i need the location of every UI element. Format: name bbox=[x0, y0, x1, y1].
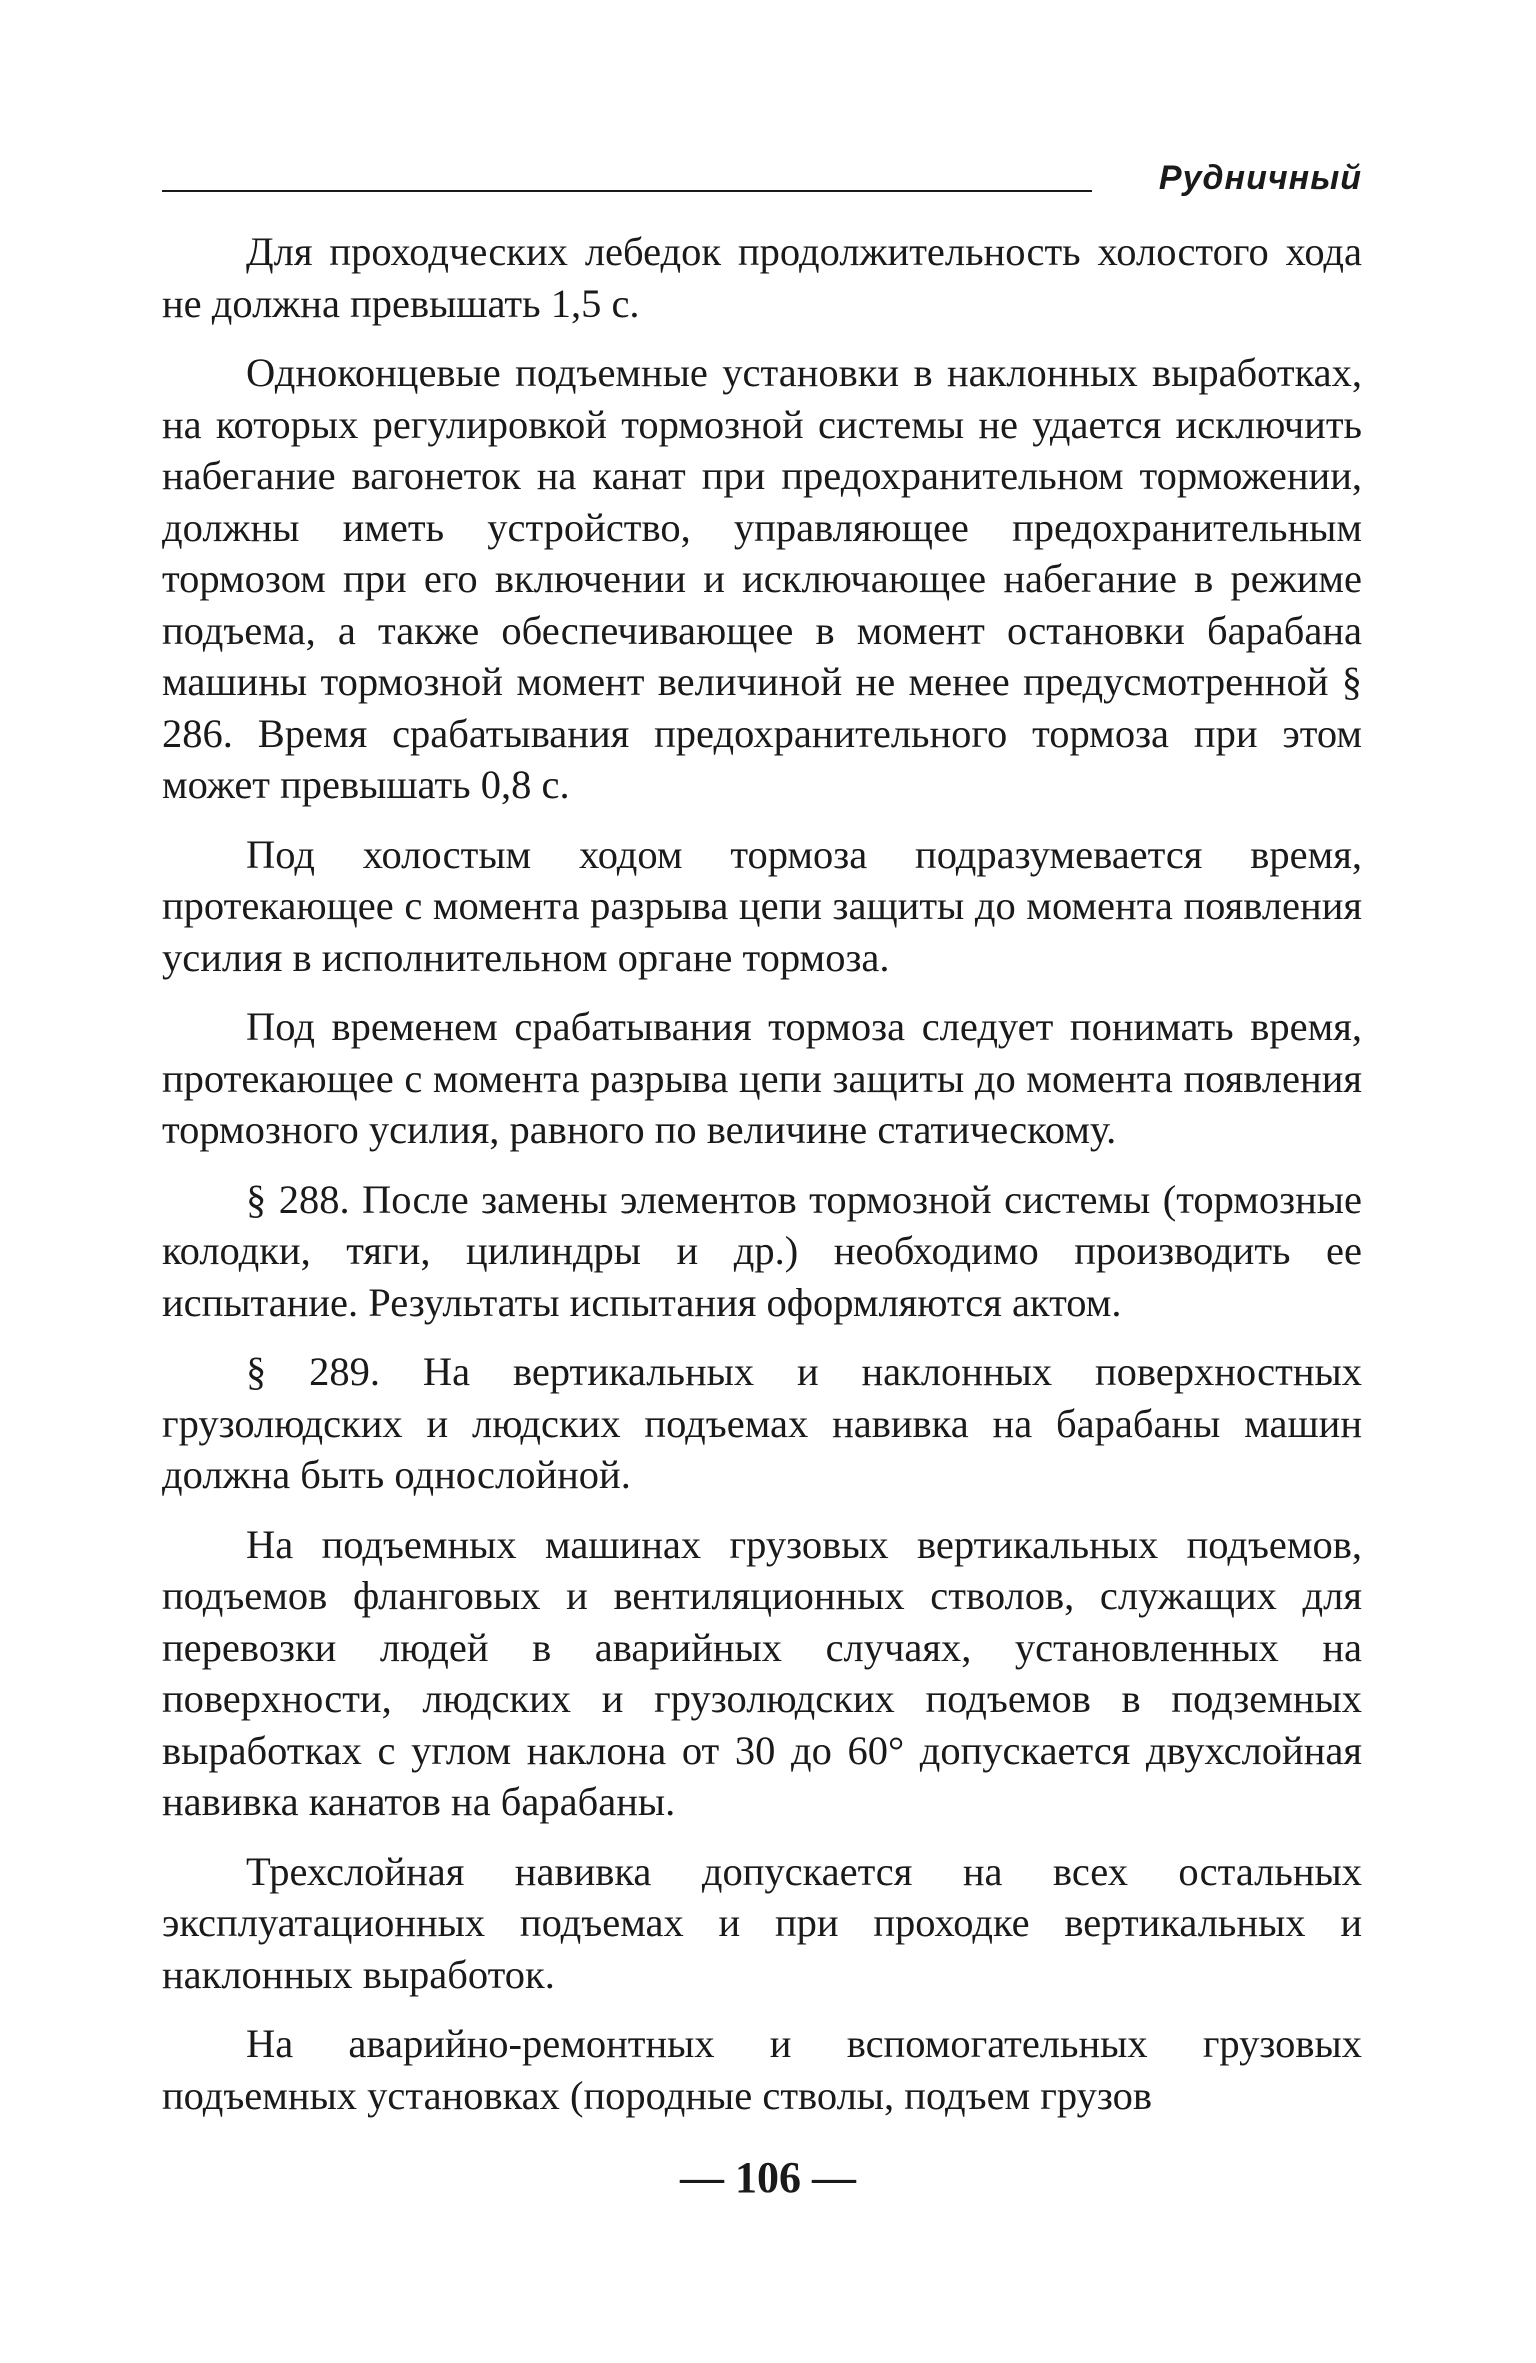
page-number: — 106 — bbox=[680, 2153, 856, 2202]
running-header bbox=[162, 148, 1362, 200]
paragraph: § 288. После замены элементов тормозной системы (тормозные колодки, тяги, цилиндры и др.) необходимо производить ее испытание. Результаты испытания оформляются актом. bbox=[162, 1176, 1362, 1325]
running-title: Рудничный bbox=[1158, 159, 1362, 197]
paragraph: Под холостым ходом тормоза подразумевается время, протекающее с момента разрыва цепи защиты до момента появления усилия в исполнительном органе тормоза. bbox=[162, 831, 1362, 980]
paragraph: Одноконцевые подъемные установки в наклонных выработках, на которых регулировкой тормозной системы не удается исключить набегание вагонеток на канат при предохранительном торможении, должны иметь устройство, управляющее предохранительным тормозом при его включении и исключающее набегание в режиме подъема, а также обеспечивающее в момент остановки барабана машины тормозной момент величиной не менее предусмотренной § 286. Время срабатывания предохранительного тормоза при этом может превышать 0,8 с. bbox=[162, 350, 1362, 807]
paragraph: Трехслойная навивка допускается на всех остальных эксплуатационных подъемах и при проходке вертикальных и наклонных выработок. bbox=[162, 1848, 1362, 1997]
header-rule bbox=[162, 190, 1092, 192]
paragraph: Для проходческих лебедок продолжительность холостого хода не должна превышать 1,5 с. bbox=[162, 229, 1362, 326]
paragraph: Под временем срабатывания тормоза следует понимать время, протекающее с момента разрыва цепи защиты до момента появления тормозного усилия, равного по величине статическому. bbox=[162, 1004, 1362, 1152]
paragraph: На подъемных машинах грузовых вертикальных подъемов, подъемов фланговых и вентиляционных стволов, служащих для перевозки людей в аварийных случаях, установленных на поверхности, людских и грузолюдских подъемов в подземных выработках с углом наклона от 30 до 60° допускается двухслойная навивка канатов на барабаны. bbox=[162, 1521, 1362, 1824]
paragraph: На аварийно-ремонтных и вспомогательных грузовых подъемных установках (породные стволы, подъем грузов bbox=[162, 2021, 1362, 2118]
body-text bbox=[162, 226, 1362, 2139]
paragraph: § 289. На вертикальных и наклонных поверхностных грузолюдских и людских подъемах навивка на барабаны машин должна быть однослойной. bbox=[162, 1349, 1362, 1497]
